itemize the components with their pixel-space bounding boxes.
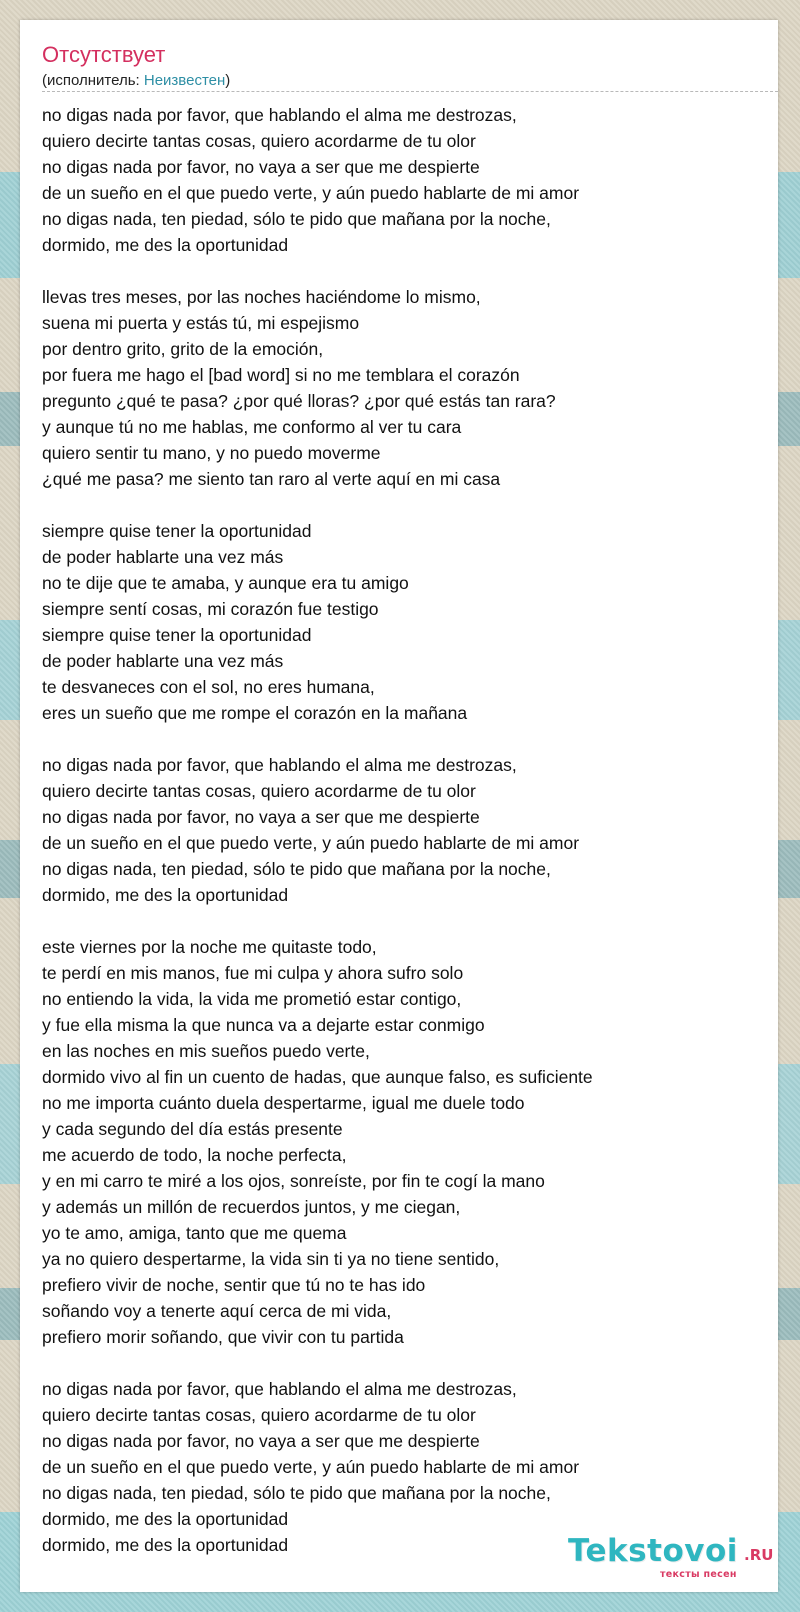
lyrics-line: quiero sentir tu mano, y no puedo moverme bbox=[42, 443, 381, 463]
lyrics-line: no me importa cuánto duela despertarme, igual me duele todo bbox=[42, 1093, 525, 1113]
lyrics-line: te perdí en mis manos, fue mi culpa y ahora sufro solo bbox=[42, 963, 464, 983]
lyrics-line: quiero decirte tantas cosas, quiero acordarme de tu olor bbox=[42, 1405, 476, 1425]
lyrics-line: ya no quiero despertarme, la vida sin ti ya no tiene sentido, bbox=[42, 1249, 500, 1269]
lyrics-line: de un sueño en el que puedo verte, y aún puedo hablarte de mi amor bbox=[42, 833, 580, 853]
lyrics-line: no te dije que te amaba, y aunque era tu amigo bbox=[42, 573, 409, 593]
lyrics-line: llevas tres meses, por las noches haciéndome lo mismo, bbox=[42, 287, 481, 307]
tekstovoi-logo[interactable] bbox=[568, 1533, 778, 1581]
lyrics-line: y fue ella misma la que nunca va a dejarte estar conmigo bbox=[42, 1015, 485, 1035]
logo-tagline: тексты песен bbox=[660, 1569, 737, 1580]
lyrics-line: no digas nada por favor, no vaya a ser que me despierte bbox=[42, 807, 480, 827]
lyrics-line: eres un sueño que me rompe el corazón en la mañana bbox=[42, 703, 468, 723]
lyrics-text bbox=[42, 102, 762, 1558]
lyrics-line: y cada segundo del día estás presente bbox=[42, 1119, 343, 1139]
lyrics-card bbox=[20, 20, 778, 1592]
lyrics-line: y además un millón de recuerdos juntos, y me ciegan, bbox=[42, 1197, 461, 1217]
lyrics-line: suena mi puerta y estás tú, mi espejismo bbox=[42, 313, 360, 333]
logo-name: Tekstovoi bbox=[568, 1533, 738, 1569]
lyrics-stanza bbox=[42, 284, 762, 492]
lyrics-line: de un sueño en el que puedo verte, y aún puedo hablarte de mi amor bbox=[42, 1457, 580, 1477]
lyrics-line: y aunque tú no me hablas, me conformo al ver tu cara bbox=[42, 417, 462, 437]
lyrics-line: dormido vivo al fin un cuento de hadas, que aunque falso, es suficiente bbox=[42, 1067, 593, 1087]
lyrics-stanza bbox=[42, 934, 762, 1350]
artist-suffix: ) bbox=[225, 72, 231, 89]
lyrics-line: no digas nada por favor, que hablando el alma me destrozas, bbox=[42, 105, 517, 125]
lyrics-line: dormido, me des la oportunidad bbox=[42, 1535, 289, 1555]
lyrics-line: por fuera me hago el [bad word] si no me temblara el corazón bbox=[42, 365, 520, 385]
lyrics-line: ¿qué me pasa? me siento tan raro al verte aquí en mi casa bbox=[42, 469, 501, 489]
lyrics-line: no digas nada por favor, no vaya a ser que me despierte bbox=[42, 1431, 480, 1451]
song-title: Отсутствует bbox=[42, 42, 166, 67]
lyrics-line: no digas nada, ten piedad, sólo te pido que mañana por la noche, bbox=[42, 209, 551, 229]
lyrics-line: dormido, me des la oportunidad bbox=[42, 1509, 289, 1529]
lyrics-line: y en mi carro te miré a los ojos, sonreíste, por fin te cogí la mano bbox=[42, 1171, 545, 1191]
lyrics-line: dormido, me des la oportunidad bbox=[42, 235, 289, 255]
lyrics-line: no digas nada por favor, que hablando el alma me destrozas, bbox=[42, 1379, 517, 1399]
lyrics-stanza bbox=[42, 518, 762, 726]
artist-prefix: (исполнитель: bbox=[42, 72, 144, 89]
lyrics-line: no digas nada, ten piedad, sólo te pido que mañana por la noche, bbox=[42, 1483, 551, 1503]
lyrics-line: siempre quise tener la oportunidad bbox=[42, 521, 312, 541]
lyrics-stanza bbox=[42, 752, 762, 908]
lyrics-line: por dentro grito, grito de la emoción, bbox=[42, 339, 324, 359]
lyrics-line: este viernes por la noche me quitaste todo, bbox=[42, 937, 377, 957]
logo-tld: .RU bbox=[744, 1546, 774, 1564]
lyrics-line: soñando voy a tenerte aquí cerca de mi vida, bbox=[42, 1301, 392, 1321]
lyrics-stanza bbox=[42, 102, 762, 258]
lyrics-line: no digas nada por favor, que hablando el alma me destrozas, bbox=[42, 755, 517, 775]
lyrics-line: pregunto ¿qué te pasa? ¿por qué lloras? ¿por qué estás tan rara? bbox=[42, 391, 556, 411]
lyrics-line: te desvaneces con el sol, no eres humana, bbox=[42, 677, 375, 697]
title-divider bbox=[42, 91, 778, 92]
lyrics-line: no digas nada por favor, no vaya a ser que me despierte bbox=[42, 157, 480, 177]
lyrics-line: de poder hablarte una vez más bbox=[42, 547, 284, 567]
lyrics-line: prefiero vivir de noche, sentir que tú no te has ido bbox=[42, 1275, 426, 1295]
artist-line bbox=[42, 72, 230, 89]
lyrics-line: quiero decirte tantas cosas, quiero acordarme de tu olor bbox=[42, 781, 476, 801]
artist-link[interactable]: Неизвестен bbox=[143, 72, 226, 89]
lyrics-line: yo te amo, amiga, tanto que me quema bbox=[42, 1223, 347, 1243]
lyrics-line: no entiendo la vida, la vida me prometió estar contigo, bbox=[42, 989, 462, 1009]
lyrics-line: de poder hablarte una vez más bbox=[42, 651, 284, 671]
lyrics-line: de un sueño en el que puedo verte, y aún puedo hablarte de mi amor bbox=[42, 183, 580, 203]
lyrics-line: siempre sentí cosas, mi corazón fue testigo bbox=[42, 599, 379, 619]
lyrics-line: dormido, me des la oportunidad bbox=[42, 885, 289, 905]
lyrics-stanza bbox=[42, 1376, 762, 1558]
lyrics-line: quiero decirte tantas cosas, quiero acordarme de tu olor bbox=[42, 131, 476, 151]
lyrics-line: prefiero morir soñando, que vivir con tu partida bbox=[42, 1327, 404, 1347]
lyrics-line: me acuerdo de todo, la noche perfecta, bbox=[42, 1145, 347, 1165]
lyrics-line: en las noches en mis sueños puedo verte, bbox=[42, 1041, 370, 1061]
lyrics-line: siempre quise tener la oportunidad bbox=[42, 625, 312, 645]
lyrics-line: no digas nada, ten piedad, sólo te pido que mañana por la noche, bbox=[42, 859, 551, 879]
